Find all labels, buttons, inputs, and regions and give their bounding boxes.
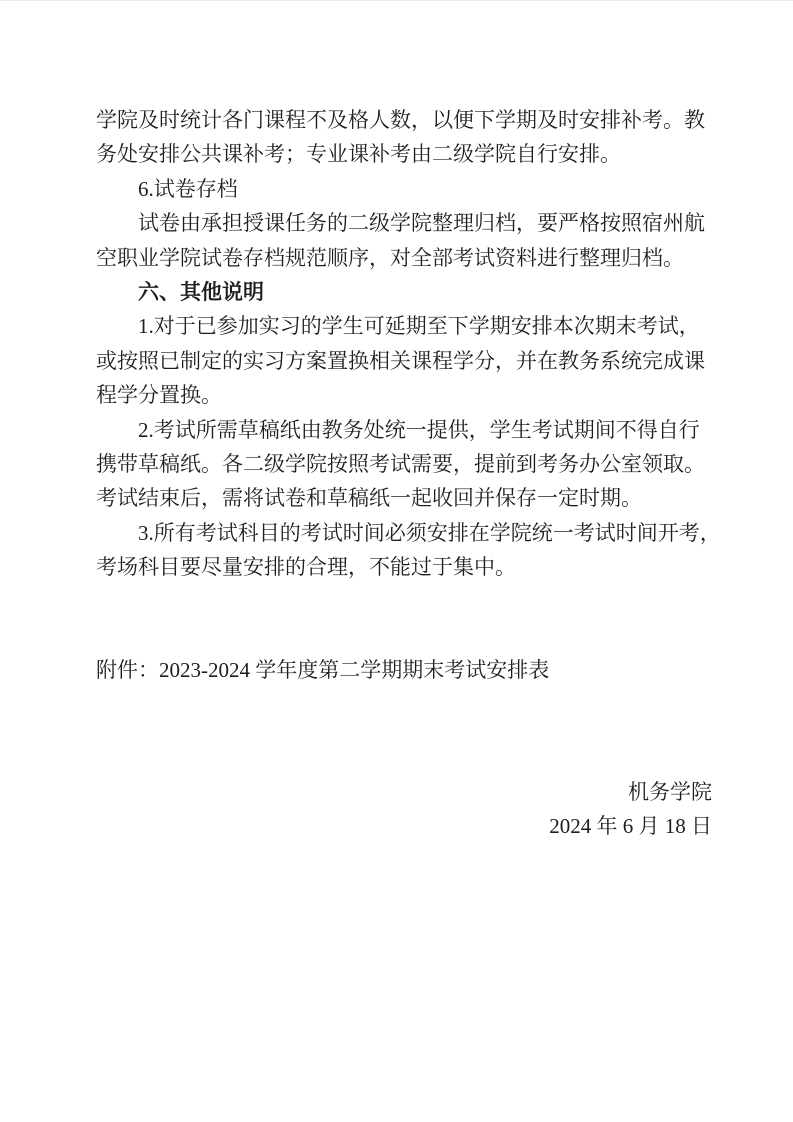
attachment-line: 附件：2023-2024 学年度第二学期期末考试安排表 — [96, 658, 550, 683]
document-body — [96, 103, 721, 584]
text-line: 学院及时统计各门课程不及格人数，以便下学期及时安排补考。教 — [96, 108, 705, 132]
text-line: 或按照已制定的实习方案置换相关课程学分，并在教务系统完成课 — [96, 348, 705, 373]
text-line: 考场科目要尽量安排的合理，不能过于集中。 — [96, 555, 516, 580]
signature-date: 2024 年 6 月 18 日 — [549, 814, 712, 839]
text-line: 1.对于已参加实习的学生可延期至下学期安排本次期末考试， — [138, 314, 700, 339]
signature-name: 机务学院 — [628, 779, 712, 804]
text-line: 六、其他说明 — [138, 279, 264, 304]
text-line: 空职业学院试卷存档规范顺序，对全部考试资料进行整理归档。 — [96, 245, 684, 270]
text-line: 务处安排公共课补考；专业课补考由二级学院自行安排。 — [96, 142, 621, 167]
text-line: 2.考试所需草稿纸由教务处统一提供，学生考试期间不得自行 — [138, 417, 700, 442]
text-line: 3.所有考试科目的考试时间必须安排在学院统一考试时间开考， — [138, 520, 721, 545]
page-top-edge — [0, 0, 793, 1]
text-line: 程学分置换。 — [96, 383, 222, 408]
text-line: 试卷由承担授课任务的二级学院整理归档，要严格按照宿州航 — [138, 211, 705, 236]
document-content — [96, 103, 721, 843]
text-line: 携带草稿纸。各二级学院按照考试需要，提前到考务办公室领取。 — [96, 451, 705, 476]
text-line: 6.试卷存档 — [138, 176, 238, 201]
text-line: 考试结束后，需将试卷和草稿纸一起收回并保存一定时期。 — [96, 486, 642, 511]
